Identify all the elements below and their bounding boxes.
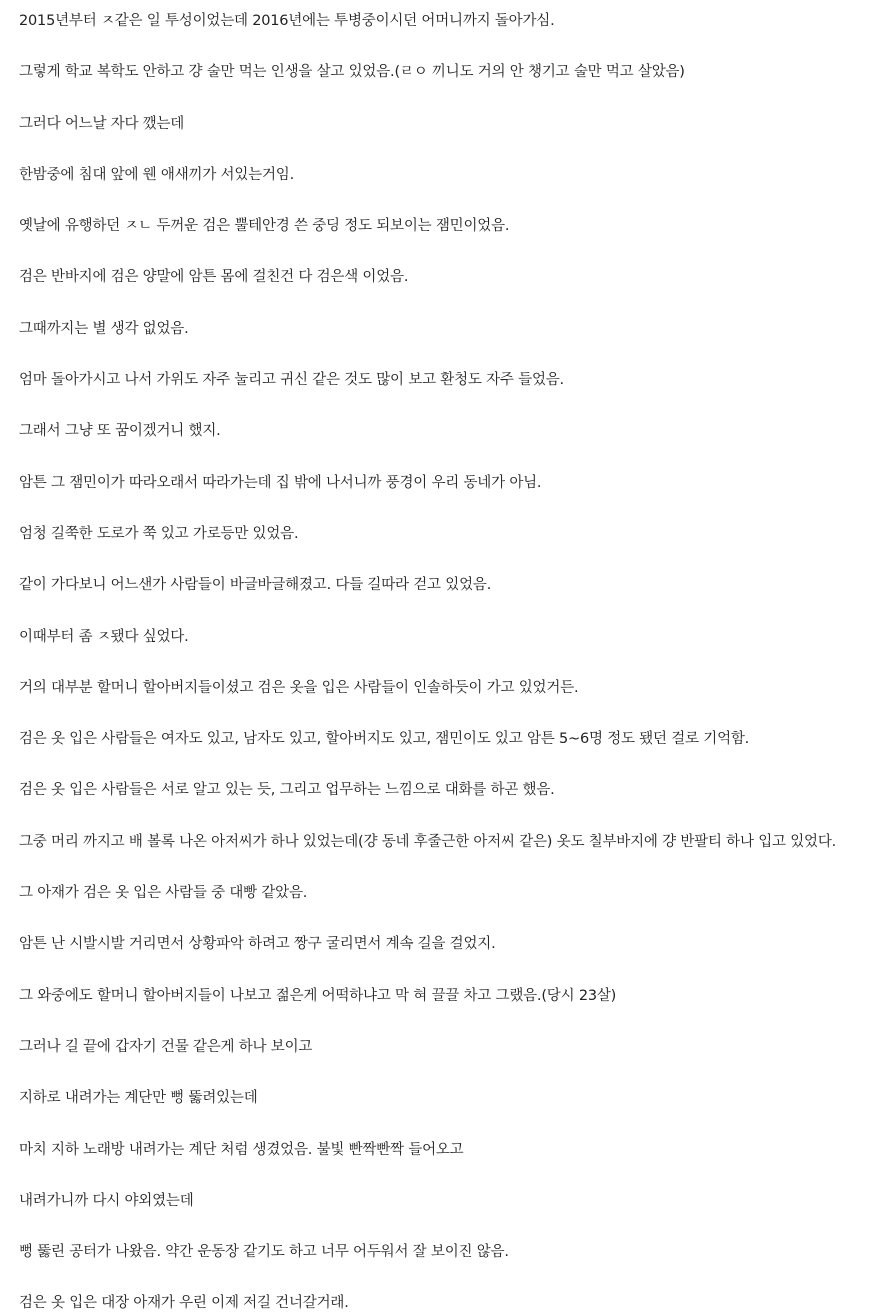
post-line: 검은 옷 입은 사람들은 여자도 있고, 남자도 있고, 할아버지도 있고, 잼민이도 있고 암튼 5~6명 정도 됐던 걸로 기억함.: [19, 731, 750, 748]
post-line: 그러다 어느날 자다 깼는데: [19, 115, 185, 132]
post-line: 암튼 난 시발시발 거리면서 상황파악 하려고 짱구 굴리면서 계속 길을 걸었지.: [19, 936, 496, 953]
post-line: 같이 가다보니 어느샌가 사람들이 바글바글해졌고. 다들 길따라 걷고 있었음.: [19, 577, 492, 594]
post-line: 검은 옷 입은 대장 아재가 우린 이제 저길 건너갈거래.: [19, 1295, 349, 1312]
post-line: 그 와중에도 할머니 할아버지들이 나보고 젊은게 어떡하냐고 막 혀 끌끌 차고 그랬음.(당시 23살): [19, 987, 617, 1004]
post-line: 지하로 내려가는 계단만 뻥 뚫려있는데: [19, 1090, 258, 1107]
post-line: 옛날에 유행하던 ㅈㄴ 두꺼운 검은 뿔테안경 쓴 중딩 정도 되보이는 잼민이었음.: [19, 218, 510, 235]
post-line: 그때까지는 별 생각 없었음.: [19, 320, 189, 337]
post-line: 그러나 길 끝에 갑자기 건물 같은게 하나 보이고: [19, 1038, 313, 1055]
post-line: 마치 지하 노래방 내려가는 계단 처럼 생겼었음. 불빛 빤짝빤짝 들어오고: [19, 1141, 464, 1158]
post-line: 엄마 돌아가시고 나서 가위도 자주 눌리고 귀신 같은 것도 많이 보고 환청도 자주 들었음.: [19, 372, 564, 389]
post-line: 2015년부터 ㅈ같은 일 투성이었는데 2016년에는 투병중이시던 어머니까지 돌아가심.: [19, 13, 555, 29]
post-line: 그 아재가 검은 옷 입은 사람들 중 대빵 같았음.: [19, 885, 308, 902]
post-line: 뻥 뚫린 공터가 나왔음. 약간 운동장 같기도 하고 너무 어두워서 잘 보이진 않음.: [19, 1244, 509, 1261]
post-line: 엄청 길쭉한 도로가 쭉 있고 가로등만 있었음.: [19, 525, 299, 542]
post-line: 내려가니까 다시 야외였는데: [19, 1192, 194, 1209]
post-line: 한밤중에 침대 앞에 웬 애새끼가 서있는거임.: [19, 166, 294, 183]
post-line: 검은 옷 입은 사람들은 서로 알고 있는 듯, 그리고 업무하는 느낌으로 대화를 하곤 했음.: [19, 782, 555, 799]
post-line: 이때부터 좀 ㅈ됐다 싶었다.: [19, 628, 189, 645]
post-line: 거의 대부분 할머니 할아버지들이셨고 검은 옷을 입은 사람들이 인솔하듯이 가고 있었거든.: [19, 679, 579, 696]
post-line: 그중 머리 까지고 배 볼록 나온 아저씨가 하나 있었는데(걍 동네 후줄근한 아저씨 같은) 옷도 칠부바지에 걍 반팔티 하나 입고 있었다.: [19, 833, 837, 850]
post-line: 검은 반바지에 검은 양말에 암튼 몸에 걸친건 다 검은색 이었음.: [19, 269, 409, 286]
post-line: 그렇게 학교 복학도 안하고 걍 술만 먹는 인생을 살고 있었음.(ㄹㅇ 끼니도 거의 안 챙기고 술만 먹고 살았음): [19, 64, 685, 81]
post-line: 암튼 그 잼민이가 따라오래서 따라가는데 집 밖에 나서니까 풍경이 우리 동네가 아님.: [19, 474, 542, 491]
post-line: 그래서 그냥 또 꿈이겠거니 했지.: [19, 423, 221, 440]
